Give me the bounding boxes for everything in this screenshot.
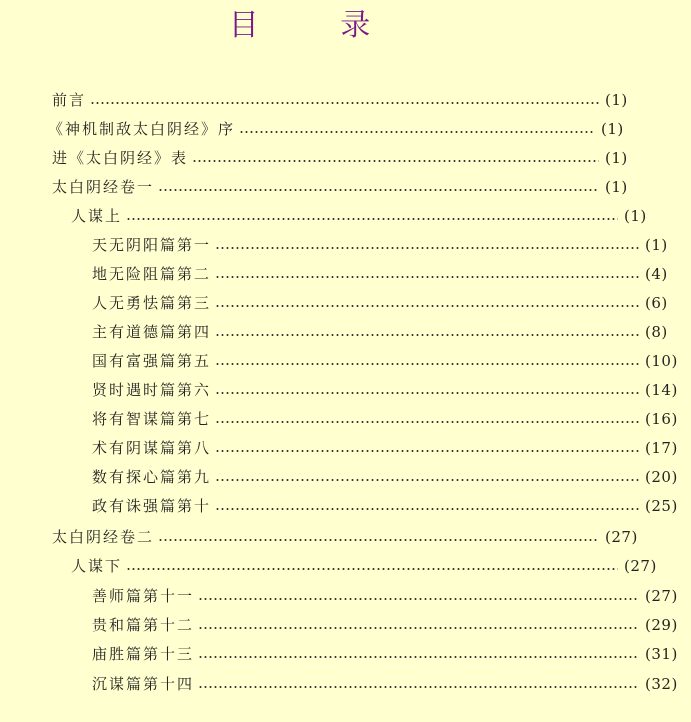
- dot-leader: [215, 276, 639, 278]
- toc-entry-label: 贵和篇第十二: [92, 616, 195, 634]
- toc-entry-volume-1[interactable]: [0, 173, 651, 202]
- toc-entry-label: 政有诛强篇第十: [92, 497, 212, 515]
- toc-entry-label: 术有阴谋篇第八: [92, 439, 212, 457]
- page-title: 目 录: [228, 8, 407, 43]
- dot-leader: [215, 305, 639, 307]
- toc-page-number: (1): [645, 236, 668, 254]
- toc-entry-label: 太白阴经卷二: [52, 528, 155, 546]
- toc-entry-chapter-14[interactable]: [0, 670, 691, 699]
- dot-leader: [198, 627, 639, 629]
- dot-leader: [126, 218, 618, 220]
- dot-leader: [126, 568, 618, 570]
- toc-page-number: (10): [645, 352, 678, 370]
- toc-entry-chapter-7[interactable]: [0, 405, 691, 434]
- toc-page-number: (27): [624, 557, 657, 575]
- toc-page-number: (17): [645, 439, 678, 457]
- toc-entry-label: 地无险阻篇第二: [92, 265, 212, 283]
- toc-entry-label: 庙胜篇第十三: [92, 645, 195, 663]
- toc-entry-label: 善师篇第十一: [92, 587, 195, 605]
- toc-entry-chapter-8[interactable]: [0, 434, 691, 463]
- toc-page-number: (4): [645, 265, 668, 283]
- toc-page-number: (8): [645, 323, 668, 341]
- dot-leader: [192, 160, 599, 162]
- toc-page-number: (31): [645, 645, 678, 663]
- toc-entry-label: 天无阴阳篇第一: [92, 236, 212, 254]
- toc-entry-memorial[interactable]: [0, 144, 651, 173]
- toc-page-number: (1): [601, 120, 624, 138]
- toc-entry-chapter-2[interactable]: [0, 260, 691, 289]
- toc-page-number: (6): [645, 294, 668, 312]
- dot-leader: [215, 421, 639, 423]
- toc-entry-preface[interactable]: [0, 86, 651, 115]
- toc-entry-label: 太白阴经卷一: [52, 178, 155, 196]
- dot-leader: [215, 247, 639, 249]
- dot-leader: [158, 189, 599, 191]
- toc-entry-label: 进《太白阴经》表: [52, 149, 189, 167]
- toc-page-number: (1): [605, 178, 628, 196]
- toc-entry-label: 贤时遇时篇第六: [92, 381, 212, 399]
- toc-entry-chapter-3[interactable]: [0, 289, 691, 318]
- toc-entry-chapter-10[interactable]: [0, 492, 691, 521]
- dot-leader: [215, 479, 639, 481]
- toc-entry-label: 数有探心篇第九: [92, 468, 212, 486]
- toc-page-number: (20): [645, 468, 678, 486]
- toc-entry-volume-2[interactable]: [0, 523, 651, 552]
- toc-entry-chapter-13[interactable]: [0, 640, 691, 669]
- toc-entry-chapter-5[interactable]: [0, 347, 691, 376]
- dot-leader: [198, 656, 639, 658]
- toc-page-number: (25): [645, 497, 678, 515]
- toc-page-number: (1): [624, 207, 647, 225]
- toc-page-number: (14): [645, 381, 678, 399]
- toc-entry-label: 将有智谋篇第七: [92, 410, 212, 428]
- dot-leader: [239, 131, 595, 133]
- toc-entry-label: 人谋上: [71, 207, 123, 225]
- toc-entry-chapter-1[interactable]: [0, 231, 691, 260]
- toc-entry-label: 人无勇怯篇第三: [92, 294, 212, 312]
- dot-leader: [215, 334, 639, 336]
- toc-entry-label: 人谋下: [71, 557, 123, 575]
- toc-entry-label: 国有富强篇第五: [92, 352, 212, 370]
- toc-entry-label: 《神机制敌太白阴经》序: [48, 120, 236, 138]
- dot-leader: [215, 363, 639, 365]
- dot-leader: [90, 102, 599, 104]
- toc-page-number: (27): [605, 528, 638, 546]
- toc-page-number: (16): [645, 410, 678, 428]
- toc-page-number: (29): [645, 616, 678, 634]
- dot-leader: [215, 508, 639, 510]
- toc-entry-chapter-4[interactable]: [0, 318, 691, 347]
- dot-leader: [158, 539, 599, 541]
- toc-entry-label: 主有道德篇第四: [92, 323, 212, 341]
- dot-leader: [215, 450, 639, 452]
- toc-entry-label: 前言: [52, 91, 87, 109]
- toc-entry-foreword[interactable]: [0, 115, 647, 144]
- dot-leader: [198, 598, 639, 600]
- toc-page-number: (32): [645, 675, 678, 693]
- dot-leader: [215, 392, 639, 394]
- toc-entry-chapter-9[interactable]: [0, 463, 691, 492]
- toc-page-number: (1): [605, 91, 628, 109]
- toc-page-number: (27): [645, 587, 678, 605]
- toc-entry-chapter-11[interactable]: [0, 582, 691, 611]
- toc-entry-part-1[interactable]: [0, 202, 670, 231]
- toc-entry-part-2[interactable]: [0, 552, 670, 581]
- toc-entry-label: 沉谋篇第十四: [92, 675, 195, 693]
- toc-entry-chapter-12[interactable]: [0, 611, 691, 640]
- toc-page-number: (1): [605, 149, 628, 167]
- toc-entry-chapter-6[interactable]: [0, 376, 691, 405]
- dot-leader: [198, 686, 639, 688]
